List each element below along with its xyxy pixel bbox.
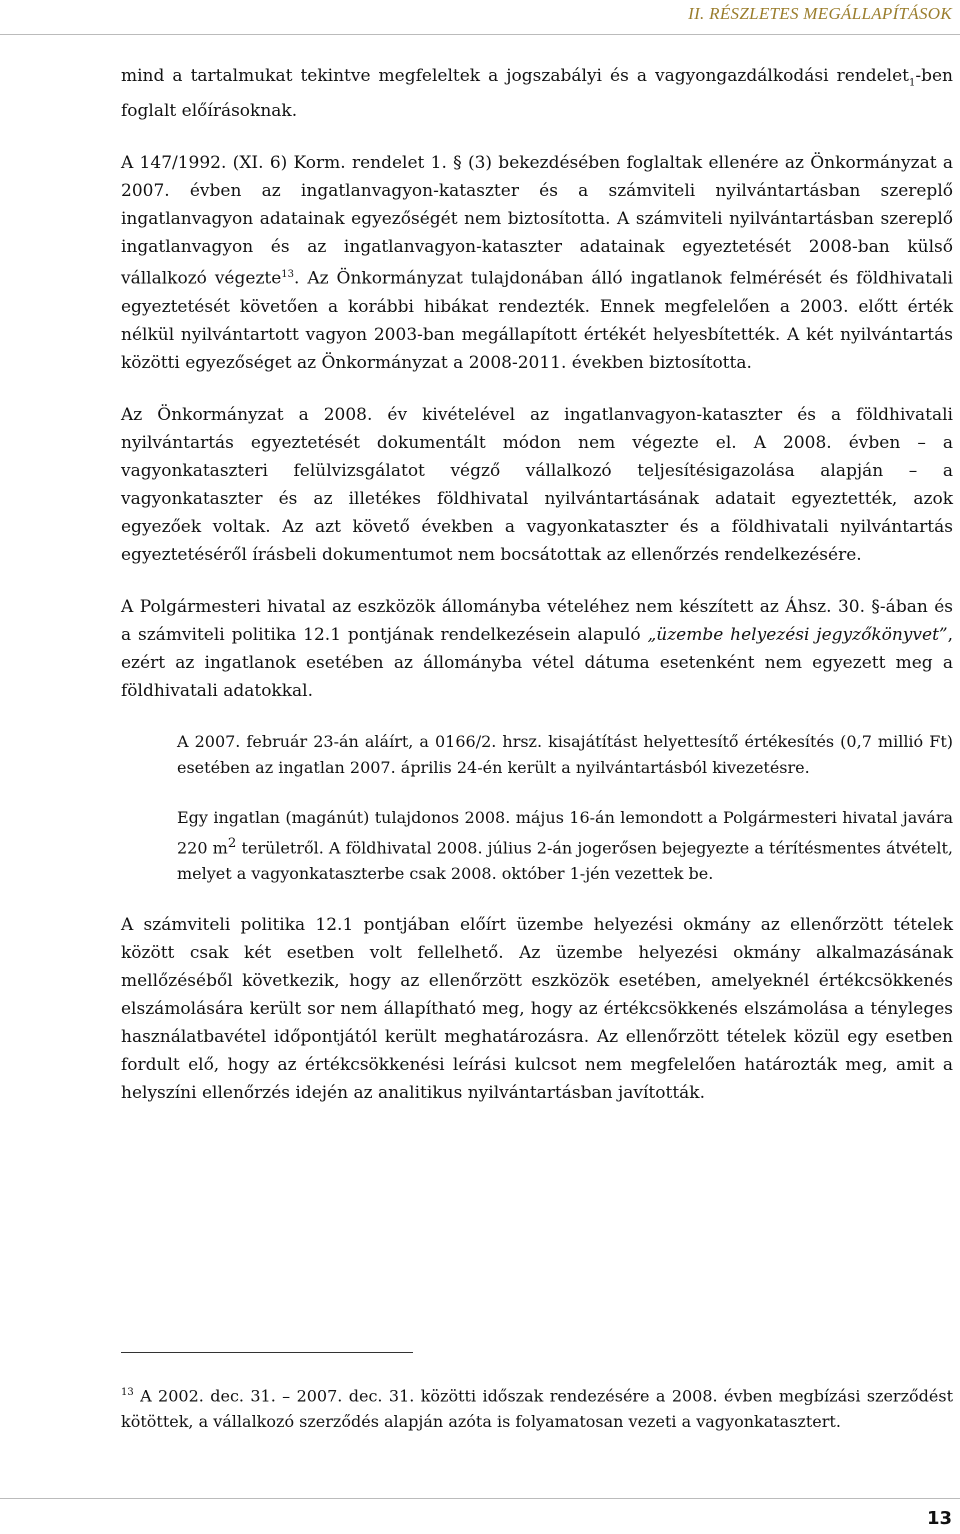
paragraph-3: Az Önkormányzat a 2008. év kivételével az ingatlanvagyon-kataszter és a földhivatali nyilvántartás egyeztetését dokumentált módon nem végezte el. A 2008. évben – a vagyonkataszteri felülvizsgálatot végző vállalkozó teljesítésigazolása alapján – a vagyonkataszter és az illetékes földhivatal nyilvántartásának adatait egyeztették, azok egyezőek voltak. Az azt követő években a vagyonkataszter és a földhivatali nyilvántartás egyeztetéséről írásbeli dokumentumot nem bocsátottak az ellenőrzés rendelkezésére. xyxy=(121,405,953,566)
superscript: 2 xyxy=(227,836,237,852)
section-header: II. RÉSZLETES MEGÁLLAPÍTÁSOK xyxy=(688,4,952,23)
paragraph-1: mind a tartalmukat tekintve megfeleltek a jogszabályi és a vagyongazdálkodási rendelet$_1$-ben foglalt előírásoknak. xyxy=(121,66,953,122)
document-body xyxy=(121,62,953,1131)
page-number: 13 xyxy=(926,1508,952,1529)
paragraph-4: A Polgármesteri hivatal az eszközök állományba vételéhez nem készített az Áhsz. 30. §-ában és a számviteli politika 12.1 pontjának rendelkezésein alapuló „üzembe helyezési jegyzőkönyvet”, ezért az ingatlanok esetében az állományba vétel dátuma esetenként nem egyezett meg a földhivatali adatokkal. xyxy=(121,597,954,702)
paragraph-5: A számviteli politika 12.1 pontjában előírt üzembe helyezési okmány az ellenőrzött tételek között csak két esetben volt fellelhető. Az üzembe helyezési okmány alkalmazásának mellőzéséből következik, hogy az ellenőrzött eszközök esetében, amelyeknél értékcsökkenés elszámolására került sor nem állapítható meg, hogy az értékcsökkenés elszámolása a tényleges használatbavétel időpontjától került meghatározásra. Az ellenőrzött tételek közül egy esetben fordult elő, hogy az értékcsökkenési leírási kulcsot nem megfelelően határozták meg, amit a helyszíni ellenőrzés idején az analitikus nyilvántartásban javították. xyxy=(121,915,953,1104)
footer-divider xyxy=(0,1498,960,1499)
example-2: Egy ingatlan (magánút) tulajdonos 2008. május 16-án lemondott a Polgármesteri hivatal javára 220 $m^2$ területről. A földhivatal 2008. július 2-án jogerősen bejegyezte a térítésmentes átvételt, melyet a vagyonkataszterbe csak 2008. október 1-jén vezettek be. xyxy=(177,808,954,884)
subscript: 1 xyxy=(908,77,916,89)
footnote-text: A 2002. dec. 31. – 2007. dec. 31. közötti időszak rendezésére a 2008. évben megbízási szerződést kötöttek, a vállalkozó szerződés alapján azóta is folyamatosan vezeti a vagyonkatasztert. xyxy=(121,1386,953,1432)
paragraph-2: A 147/1992. (XI. 6) Korm. rendelet 1. § (3) bekezdésében foglaltak ellenére az Önkormányzat a 2007. évben az ingatlanvagyon-kataszter és a számviteli nyilvántartásban szereplő ingatlanvagyon adatainak egyezőségét nem biztosította. A számviteli nyilvántartásban szereplő ingatlanvagyon és az ingatlanvagyon-kataszter adatainak egyeztetését 2008-ban külső vállalkozó végezte$^{13}$. Az Önkormányzat tulajdonában álló ingatlanok felmérését és földhivatali egyeztetését követően a korábbi hibákat rendezték. Ennek megfelelően a 2003. előtt érték nélkül nyilvántartott vagyon 2003-ban megállapított értékét helyesbítették. A két nyilvántartás közötti egyezőséget az Önkormányzat a 2008-2011. években biztosította. xyxy=(121,153,953,374)
example-1: A 2007. február 23-án aláírt, a 0166/2. hrsz. kisajátítást helyettesítő értékesítés (0,7 millió Ft) esetében az ingatlan 2007. április 24-én került a nyilvántartásból kivezetésre. xyxy=(177,732,953,778)
footnote xyxy=(121,1380,953,1435)
footnote-number: 13 xyxy=(121,1387,134,1398)
footnote-ref-13[interactable]: 13 xyxy=(281,269,295,281)
footnote-divider xyxy=(121,1352,413,1353)
header-divider xyxy=(0,34,960,35)
emphasis-text: „üzembe helyezési jegyzőkönyvet” xyxy=(647,625,948,646)
